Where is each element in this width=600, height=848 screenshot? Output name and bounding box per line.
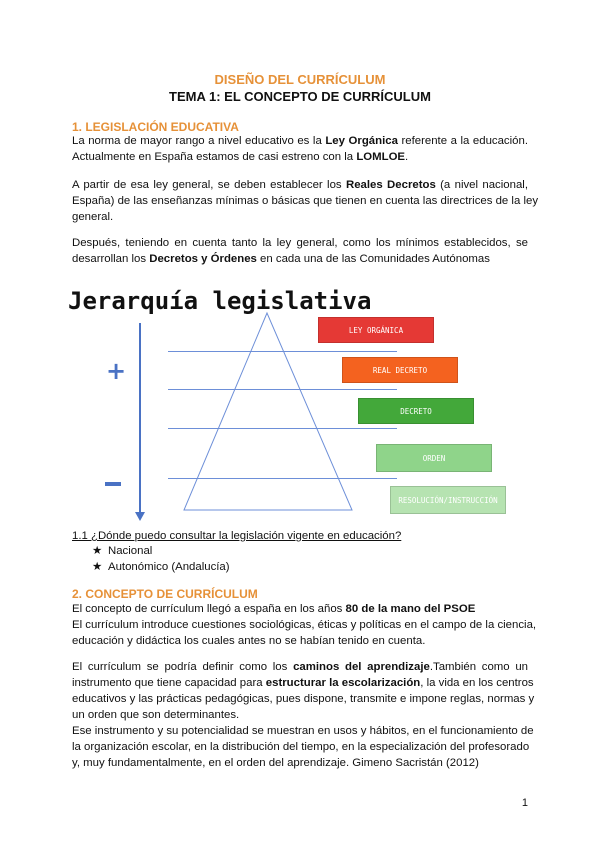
page-number: 1 xyxy=(521,797,528,809)
section2-paragraph-2: El currículum se podría definir como los caminos del aprendizaje.También como un instrumento que tiene capacidad para estructurar la escolarización, la vida en los centros educativos y las prácticas pedagógicas, pues dispone, transmite e impone reglas, normas y un orden que son determinantes. Ese instrumento y su potencialidad se muestran en usos y hábitos, en el funcionamiento de la organización escolar, en la distribución del tiempo, en la especialización del profesorado y, muy fundamentalmente, en el orden del aprendizaje. Gimeno Sacristán (2012) xyxy=(72,661,535,769)
hierarchy-arrow xyxy=(139,323,141,515)
level-resolucion-instruccion: RESOLUCIÓN/INSTRUCCIÓN xyxy=(390,486,506,514)
subsection-question: 1.1 ¿Dónde puedo consultar la legislación vigente en educación? xyxy=(72,530,402,542)
term-estructurar-escolarizacion: estructurar la escolarización xyxy=(265,677,421,689)
section1-paragraph-1: La norma de mayor rango a nivel educativo es la Ley Orgánica referente a la educación. Actualmente en España estamos de casi estreno con la LOMLOE. xyxy=(72,135,528,163)
hierarchy-line-2 xyxy=(168,389,397,390)
term-80-psoe: 80 de la mano del PSOE xyxy=(345,603,476,615)
plus-icon: + xyxy=(106,357,127,385)
term-reales-decretos: Reales Decretos xyxy=(345,179,436,191)
star-icon: ★ xyxy=(92,545,103,557)
level-real-decreto: REAL DECRETO xyxy=(342,357,458,383)
hierarchy-line-1 xyxy=(168,351,397,352)
document-subtitle: TEMA 1: EL CONCEPTO DE CURRÍCULUM xyxy=(169,89,431,104)
section1-paragraph-2: A partir de esa ley general, se deben establecer los Reales Decretos (a nivel nacional, España) de las enseñanzas mínimas o básicas que tienen en cuenta las directrices de la ley general. xyxy=(72,179,539,223)
term-caminos-aprendizaje: caminos del aprendizaje xyxy=(293,661,430,673)
arrow-down-icon xyxy=(135,512,145,521)
section2-heading: 2. CONCEPTO DE CURRÍCULUM xyxy=(72,587,258,601)
term-decretos-ordenes: Decretos y Órdenes xyxy=(149,253,257,265)
section1-heading: 1. LEGISLACIÓN EDUCATIVA xyxy=(72,120,239,134)
list-item: ★ Autonómico (Andalucía) xyxy=(92,561,230,573)
term-lomloe: LOMLOE xyxy=(356,151,406,163)
document-title: DISEÑO DEL CURRÍCULUM xyxy=(214,72,386,87)
star-icon: ★ xyxy=(92,561,103,573)
section1-paragraph-3: Después, teniendo en cuenta tanto la ley general, como los mínimos establecidos, se desarrollan los Decretos y Órdenes en cada una de las Comunidades Autónomas xyxy=(72,237,528,265)
hierarchy-line-3 xyxy=(168,428,397,429)
section2-paragraph-1: El concepto de currículum llegó a españa en los años 80 de la mano del PSOE El currículum introduce cuestiones sociológicas, éticas y políticas en el campo de la ciencia, educación y didáctica los cuales antes no se habían tenido en cuenta. xyxy=(72,603,537,647)
level-orden: ORDEN xyxy=(376,444,492,472)
hierarchy-line-4 xyxy=(168,478,397,479)
diagram-title: Jerarquía legislativa xyxy=(68,287,372,315)
term-ley-organica: Ley Orgánica xyxy=(325,135,398,147)
legislation-source-list xyxy=(92,543,230,575)
list-item: ★ Nacional xyxy=(92,545,153,557)
level-decreto: DECRETO xyxy=(358,398,474,424)
level-ley-organica: LEY ORGÁNICA xyxy=(318,317,434,343)
minus-icon xyxy=(105,482,121,486)
